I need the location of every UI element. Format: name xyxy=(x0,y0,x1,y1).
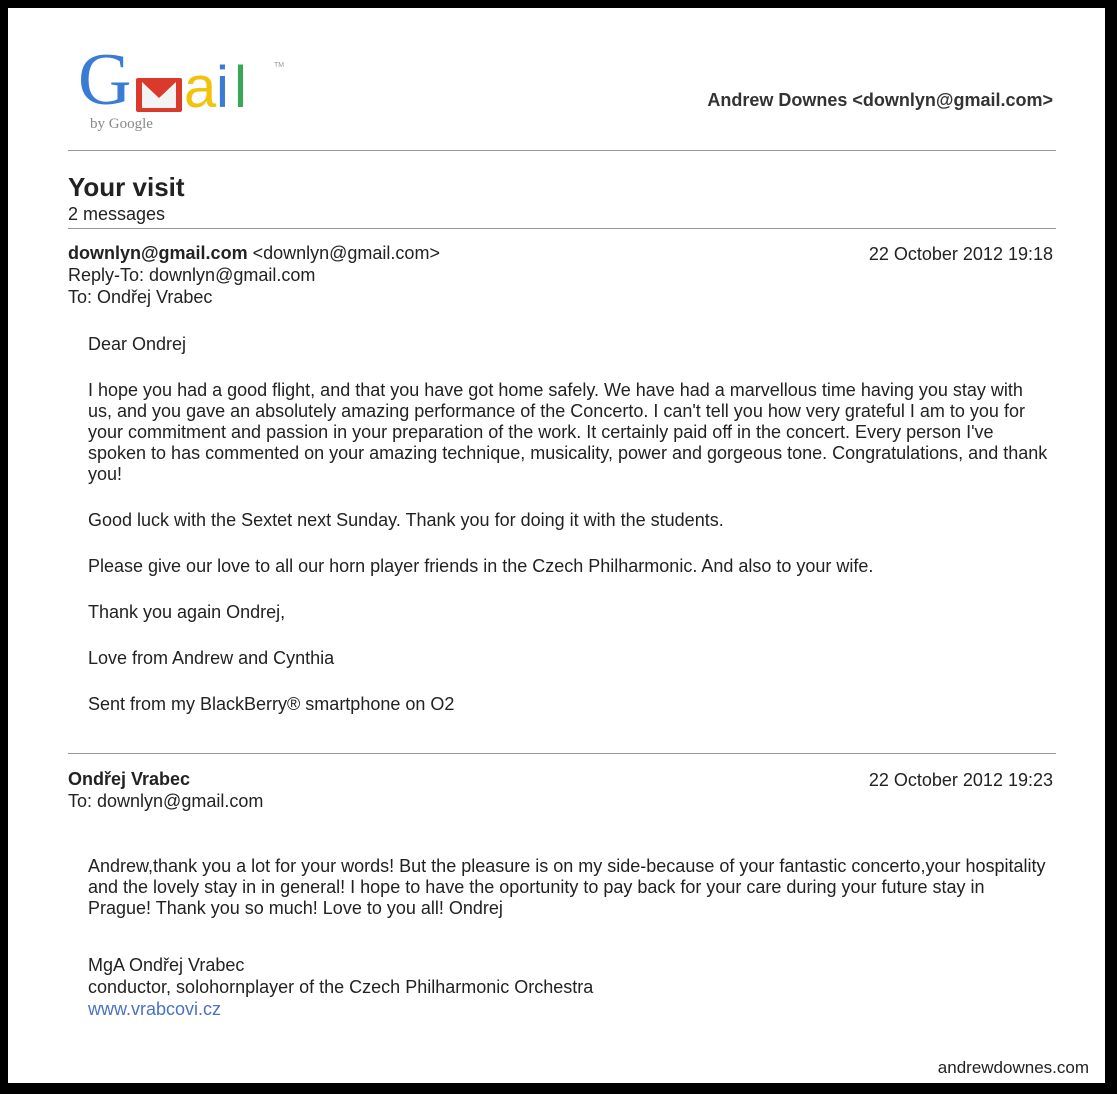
signature-title: conductor, solohornplayer of the Czech Philharmonic Orchestra xyxy=(88,977,594,997)
envelope-icon xyxy=(136,78,182,112)
signature xyxy=(88,954,593,1020)
message-2-header xyxy=(68,768,263,812)
sender-name: downlyn@gmail.com xyxy=(68,243,248,263)
sender-address: <downlyn@gmail.com> xyxy=(252,243,440,263)
recipient: To: downlyn@gmail.com xyxy=(68,791,264,811)
thread-subject: Your visit xyxy=(68,172,185,202)
body-paragraph: Sent from my BlackBerry® smartphone on O2 xyxy=(88,694,455,714)
body-paragraph: Love from Andrew and Cynthia xyxy=(88,648,335,668)
sender-name: Ondřej Vrabec xyxy=(68,769,191,789)
website-link[interactable]: www.vrabcovi.cz xyxy=(88,999,222,1019)
body-paragraph: I hope you had a good flight, and that you have got home safely. We have had a marvellous time having you stay with us, and you gave an absolutely amazing performance of the Concerto. I can't tell you how very grateful I am to you for your commitment and passion in your preparation of the work. It certainly paid off in the concert. Every person I've spoken to has commented on your amazing technique, musicality, power and gorgeous tone. Congratulations, and thank you! xyxy=(88,380,1048,484)
message-1-header xyxy=(68,242,440,308)
message-1-body xyxy=(88,334,1048,740)
divider xyxy=(68,753,1056,754)
body-paragraph: Thank you again Ondrej, xyxy=(88,602,286,622)
recipient: To: Ondřej Vrabec xyxy=(68,287,213,307)
divider xyxy=(68,150,1056,151)
gmail-logo: G a i l TM by Google xyxy=(78,39,285,132)
body-paragraph: Please give our love to all our horn player friends in the Czech Philharmonic. And also to your wife. xyxy=(88,556,874,576)
body-paragraph: Dear Ondrej xyxy=(88,334,187,354)
message-date: 22 October 2012 19:23 xyxy=(868,770,1053,790)
body-paragraph: Good luck with the Sextet next Sunday. Thank you for doing it with the students. xyxy=(88,510,724,530)
account-name: Andrew Downes <downlyn@gmail.com> xyxy=(707,90,1053,110)
message-date: 22 October 2012 19:18 xyxy=(868,244,1053,264)
footer-site: andrewdownes.com xyxy=(937,1058,1089,1077)
divider xyxy=(68,228,1056,229)
message-count: 2 messages xyxy=(68,204,166,224)
message-2-body xyxy=(88,856,1048,944)
body-paragraph: Andrew,thank you a lot for your words! But the pleasure is on my side-because of your fantastic concerto,your hospitality and the lovely stay in in general! I hope to have the oportunity to pay back for your care during your future stay in Prague! Thank you so much! Love to you all! Ondrej xyxy=(88,856,1046,918)
printed-email-page xyxy=(8,8,1109,1083)
reply-to: Reply-To: downlyn@gmail.com xyxy=(68,265,316,285)
signature-name: MgA Ondřej Vrabec xyxy=(88,955,245,975)
